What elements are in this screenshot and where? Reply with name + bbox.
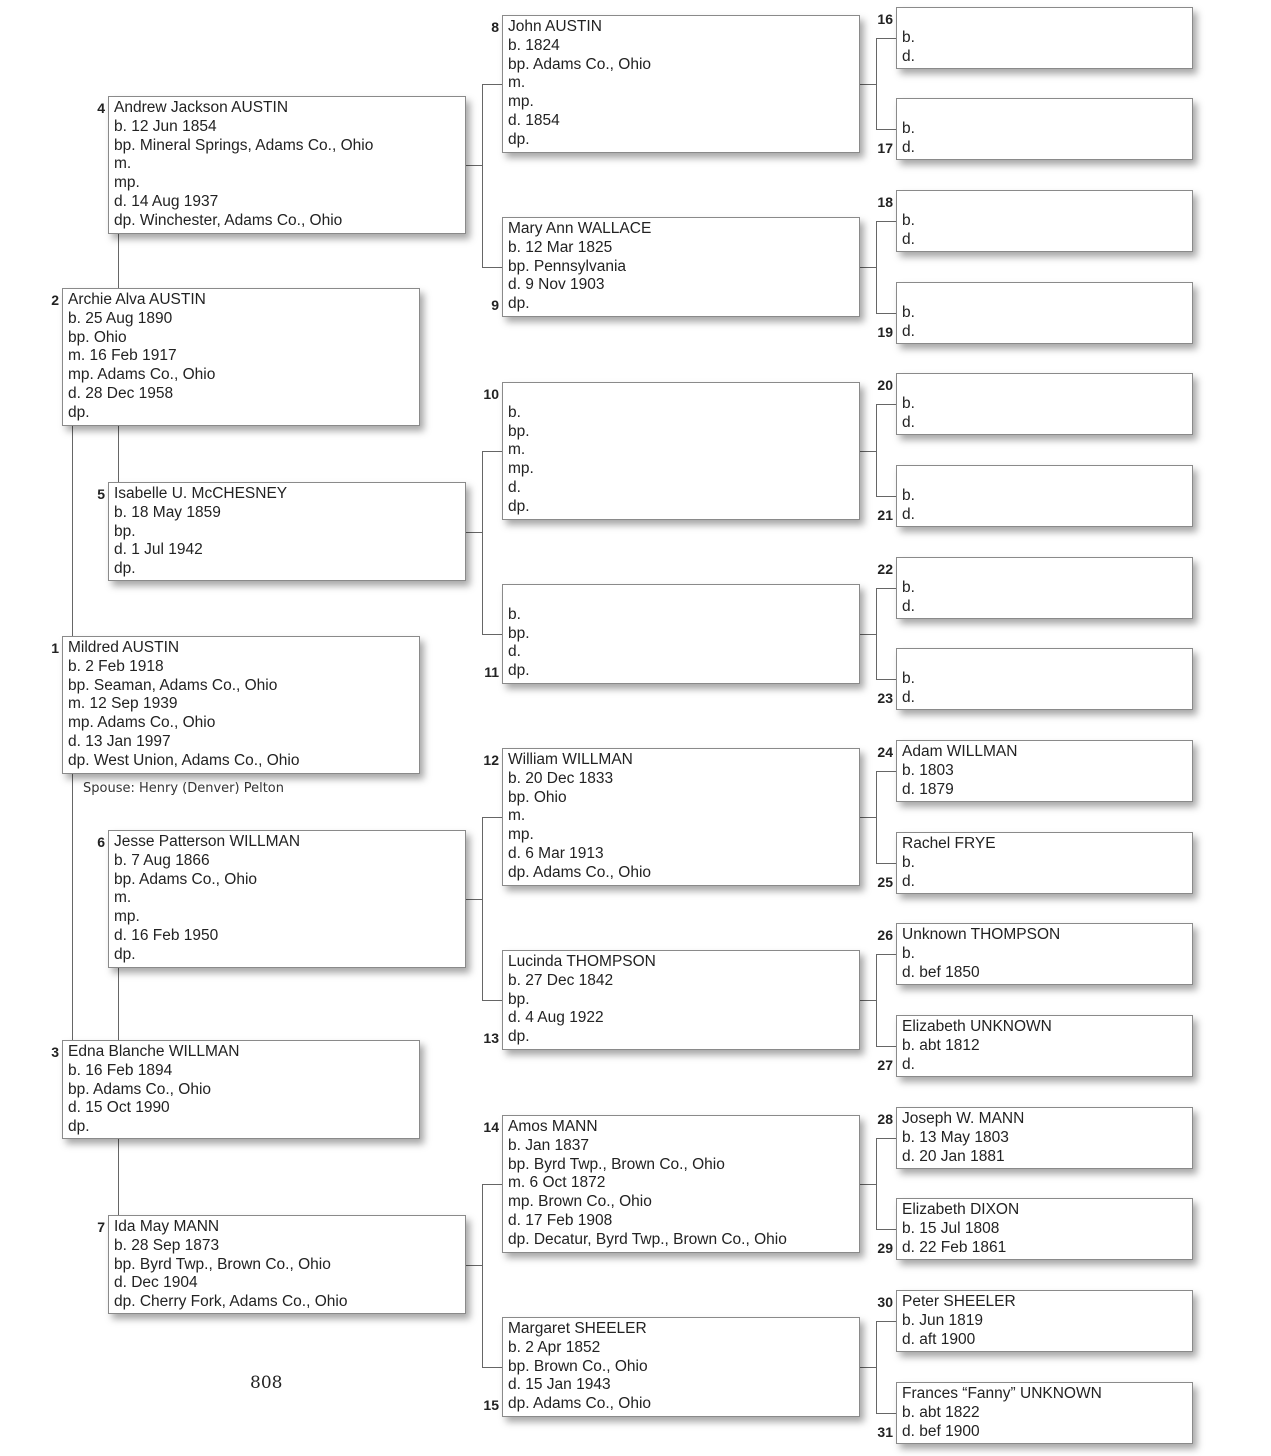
person-name: Andrew Jackson AUSTIN (114, 99, 289, 116)
person-box-17[interactable] (896, 98, 1193, 160)
person-fact: d. 1854 (508, 111, 560, 129)
person-fact: b. (902, 28, 915, 46)
person-fact: m. (114, 889, 132, 907)
ahnentafel-number: 27 (877, 1057, 893, 1073)
ahnentafel-number: 14 (483, 1119, 499, 1135)
connector-line (876, 771, 896, 772)
person-box-29[interactable] (896, 1198, 1193, 1260)
person-fact: mp. Adams Co., Ohio (68, 366, 216, 384)
person-box-14[interactable] (502, 1115, 860, 1253)
ahnentafel-number: 29 (877, 1240, 893, 1256)
person-box-18[interactable] (896, 190, 1193, 252)
ahnentafel-number: 1 (51, 640, 59, 656)
person-name: Joseph W. MANN (902, 1110, 1025, 1127)
person-box-4[interactable] (108, 96, 466, 234)
person-fact: dp. West Union, Adams Co., Ohio (68, 751, 300, 769)
person-name: Edna Blanche WILLMAN (68, 1043, 240, 1060)
person-name: William WILLMAN (508, 751, 633, 768)
connector-line (466, 165, 482, 166)
connector-line (876, 679, 896, 680)
person-name (902, 651, 1192, 670)
person-box-26[interactable] (896, 923, 1193, 985)
ahnentafel-number: 24 (877, 744, 893, 760)
person-name (902, 193, 1192, 212)
person-fact: bp. Byrd Twp., Brown Co., Ohio (114, 1255, 331, 1273)
person-name: Margaret SHEELER (508, 1320, 647, 1337)
connector-line (876, 954, 896, 955)
person-box-28[interactable] (896, 1107, 1193, 1169)
connector-line (482, 451, 483, 635)
ahnentafel-number: 5 (97, 486, 105, 502)
person-fact: m. (508, 441, 526, 459)
ahnentafel-number: 21 (877, 507, 893, 523)
person-fact: d. bef 1850 (902, 963, 980, 981)
person-fact: d. (902, 597, 915, 615)
person-box-23[interactable] (896, 648, 1193, 710)
person-fact: mp. (114, 908, 140, 926)
person-fact: dp. Adams Co., Ohio (508, 1395, 652, 1413)
connector-line (876, 1229, 896, 1230)
person-fact: bp. Adams Co., Ohio (508, 55, 652, 73)
ahnentafel-number: 6 (97, 834, 105, 850)
person-fact: d. 4 Aug 1922 (508, 1009, 604, 1027)
person-fact: b. (902, 853, 915, 871)
person-fact: b. 12 Mar 1825 (508, 238, 613, 256)
person-name: Rachel FRYE (902, 835, 996, 852)
connector-line (876, 1413, 896, 1414)
connector-line (876, 496, 896, 497)
person-fact: b. 1803 (902, 761, 954, 779)
person-box-2[interactable] (62, 288, 420, 426)
person-box-11[interactable] (502, 584, 860, 684)
ahnentafel-number: 7 (97, 1219, 105, 1235)
person-fact: d. (508, 478, 521, 496)
ahnentafel-number: 30 (877, 1294, 893, 1310)
person-fact: b. (902, 486, 915, 504)
connector-line (466, 532, 482, 533)
person-box-27[interactable] (896, 1015, 1193, 1077)
person-fact: b. 28 Sep 1873 (114, 1236, 220, 1254)
person-fact: bp. Mineral Springs, Adams Co., Ohio (114, 136, 374, 154)
person-fact: b. abt 1822 (902, 1403, 980, 1421)
person-box-6[interactable] (108, 830, 466, 968)
person-name (902, 376, 1192, 395)
person-box-1[interactable] (62, 636, 420, 774)
ahnentafel-number: 10 (483, 386, 499, 402)
spouse-note: Spouse: Henry (Denver) Pelton (83, 781, 284, 796)
person-fact: b. (902, 303, 915, 321)
person-fact: d. 1879 (902, 780, 954, 798)
connector-line (482, 1367, 502, 1368)
person-fact: d. (902, 1055, 915, 1073)
person-fact: bp. Seaman, Adams Co., Ohio (68, 676, 278, 694)
person-fact: b. (902, 119, 915, 137)
connector-line (482, 451, 502, 452)
connector-line (118, 234, 119, 288)
person-name (902, 101, 1192, 120)
person-name: Adam WILLMAN (902, 743, 1018, 760)
connector-line (860, 1000, 876, 1001)
person-box-19[interactable] (896, 282, 1193, 344)
person-fact: d. (902, 688, 915, 706)
person-name (508, 385, 859, 404)
person-fact: d. 28 Dec 1958 (68, 384, 174, 402)
connector-line (482, 634, 502, 635)
person-fact: b. (902, 211, 915, 229)
ahnentafel-number: 11 (484, 664, 499, 680)
connector-line (118, 968, 119, 1040)
person-fact: b. 13 May 1803 (902, 1128, 1009, 1146)
person-box-7[interactable] (108, 1215, 466, 1314)
connector-line (482, 1000, 502, 1001)
person-name (902, 468, 1192, 487)
person-box-10[interactable] (502, 382, 860, 520)
ahnentafel-number: 2 (51, 292, 59, 308)
person-fact: bp. (114, 522, 136, 540)
person-fact: d. (508, 643, 521, 661)
ahnentafel-number: 31 (877, 1424, 893, 1440)
person-fact: bp. Brown Co., Ohio (508, 1357, 648, 1375)
connector-line (876, 588, 896, 589)
person-fact: m. 12 Sep 1939 (68, 695, 178, 713)
connector-line (876, 404, 896, 405)
ahnentafel-number: 20 (877, 377, 893, 393)
person-fact: d. 6 Mar 1913 (508, 844, 604, 862)
person-fact: d. (902, 230, 915, 248)
person-fact: bp. Adams Co., Ohio (114, 870, 258, 888)
connector-line (876, 404, 877, 497)
person-fact: b. 20 Dec 1833 (508, 769, 614, 787)
person-fact: d. (902, 505, 915, 523)
page-number: 808 (250, 1373, 283, 1393)
connector-line (876, 954, 877, 1047)
person-fact: b. 2 Feb 1918 (68, 657, 164, 675)
ahnentafel-number: 9 (491, 297, 499, 313)
connector-line (876, 221, 877, 314)
ahnentafel-number: 22 (877, 561, 893, 577)
person-fact: m. 6 Oct 1872 (508, 1174, 606, 1192)
connector-line (482, 84, 483, 268)
person-box-9[interactable] (502, 217, 860, 317)
person-fact: bp. Adams Co., Ohio (68, 1080, 212, 1098)
connector-line (876, 1321, 896, 1322)
person-fact: b. 27 Dec 1842 (508, 971, 614, 989)
person-name: Frances “Fanny” UNKNOWN (902, 1385, 1102, 1402)
ahnentafel-number: 12 (483, 752, 499, 768)
ahnentafel-number: 25 (877, 874, 893, 890)
person-name: Unknown THOMPSON (902, 926, 1061, 943)
person-fact: b. 16 Feb 1894 (68, 1061, 173, 1079)
person-fact: m. 16 Feb 1917 (68, 347, 177, 365)
connector-line (876, 1138, 877, 1230)
connector-line (482, 267, 502, 268)
connector-line (118, 426, 119, 482)
person-name: Amos MANN (508, 1118, 598, 1135)
connector-line (466, 899, 482, 900)
person-fact: d. (902, 47, 915, 65)
connector-line (72, 774, 73, 1040)
person-fact: dp. Adams Co., Ohio (508, 863, 652, 881)
connector-line (466, 1265, 482, 1266)
person-name (902, 560, 1192, 579)
ahnentafel-number: 28 (877, 1111, 893, 1127)
person-fact: b. (508, 605, 521, 623)
person-fact: d. 16 Feb 1950 (114, 926, 219, 944)
person-fact: b. 25 Aug 1890 (68, 309, 173, 327)
person-fact: dp. (508, 1028, 530, 1046)
person-fact: bp. Byrd Twp., Brown Co., Ohio (508, 1155, 725, 1173)
person-fact: dp. (68, 403, 90, 421)
person-fact: b. 12 Jun 1854 (114, 117, 217, 135)
person-fact: dp. (508, 130, 530, 148)
connector-line (876, 221, 896, 222)
person-fact: d. Dec 1904 (114, 1274, 198, 1292)
person-box-30[interactable] (896, 1290, 1193, 1352)
person-fact: d. 20 Jan 1881 (902, 1147, 1005, 1165)
person-name: Archie Alva AUSTIN (68, 291, 206, 308)
connector-line (482, 84, 502, 85)
person-name (902, 10, 1192, 29)
person-name: Jesse Patterson WILLMAN (114, 833, 301, 850)
connector-line (876, 771, 877, 864)
person-name: Isabelle U. McCHESNEY (114, 485, 288, 502)
ahnentafel-number: 23 (877, 690, 893, 706)
connector-line (860, 84, 876, 85)
connector-line (860, 1184, 876, 1185)
person-box-12[interactable] (502, 748, 860, 886)
person-fact: mp. (508, 460, 534, 478)
person-fact: b. (902, 394, 915, 412)
person-box-31[interactable] (896, 1382, 1193, 1444)
person-fact: b. 1824 (508, 36, 560, 54)
person-name: Mary Ann WALLACE (508, 220, 652, 237)
person-fact: b. 2 Apr 1852 (508, 1338, 601, 1356)
connector-line (876, 1046, 896, 1047)
person-name: Peter SHEELER (902, 1293, 1016, 1310)
ahnentafel-number: 15 (483, 1397, 499, 1413)
person-fact: dp. Winchester, Adams Co., Ohio (114, 211, 343, 229)
connector-line (876, 313, 896, 314)
person-fact: d. (902, 138, 915, 156)
person-fact: dp. Decatur, Byrd Twp., Brown Co., Ohio (508, 1230, 787, 1248)
person-fact: d. 13 Jan 1997 (68, 732, 171, 750)
ahnentafel-number: 16 (877, 11, 893, 27)
person-box-21[interactable] (896, 465, 1193, 527)
ahnentafel-number: 8 (491, 19, 499, 35)
person-fact: d. 22 Feb 1861 (902, 1238, 1007, 1256)
ahnentafel-number: 3 (51, 1044, 59, 1060)
person-fact: mp. Brown Co., Ohio (508, 1193, 652, 1211)
person-box-8[interactable] (502, 15, 860, 153)
person-fact: b. Jun 1819 (902, 1311, 984, 1329)
ahnentafel-number: 19 (877, 324, 893, 340)
person-box-13[interactable] (502, 950, 860, 1050)
person-fact: dp. (114, 560, 136, 578)
connector-line (72, 426, 73, 636)
person-fact: dp. (508, 497, 530, 515)
connector-line (860, 267, 876, 268)
person-fact: b. (902, 669, 915, 687)
person-fact: dp. (114, 945, 136, 963)
person-fact: d. 15 Jan 1943 (508, 1376, 611, 1394)
person-fact: d. 9 Nov 1903 (508, 276, 605, 294)
person-fact: mp. (508, 93, 534, 111)
person-fact: bp. (508, 624, 530, 642)
person-fact: dp. (508, 662, 530, 680)
ahnentafel-number: 26 (877, 927, 893, 943)
connector-line (876, 863, 896, 864)
person-fact: d. 14 Aug 1937 (114, 192, 219, 210)
person-box-3[interactable] (62, 1040, 420, 1139)
person-box-16[interactable] (896, 7, 1193, 69)
person-fact: dp. (68, 1118, 90, 1136)
connector-line (876, 588, 877, 680)
connector-line (876, 38, 896, 39)
person-fact: b. 7 Aug 1866 (114, 851, 210, 869)
person-fact: d. 15 Oct 1990 (68, 1099, 170, 1117)
person-fact: d. (902, 872, 915, 890)
person-box-20[interactable] (896, 373, 1193, 435)
person-fact: b. 15 Jul 1808 (902, 1219, 1000, 1237)
person-fact: dp. Cherry Fork, Adams Co., Ohio (114, 1293, 348, 1311)
person-fact: bp. (508, 422, 530, 440)
person-fact: bp. Ohio (68, 328, 127, 346)
person-fact: dp. (508, 295, 530, 313)
person-box-15[interactable] (502, 1317, 860, 1417)
person-fact: d. (902, 322, 915, 340)
connector-line (860, 451, 876, 452)
person-name: John AUSTIN (508, 18, 602, 35)
person-fact: bp. (508, 990, 530, 1008)
connector-line (860, 1367, 876, 1368)
connector-line (876, 129, 896, 130)
person-box-24[interactable] (896, 740, 1193, 802)
ahnentafel-number: 4 (97, 100, 105, 116)
connector-line (118, 1139, 119, 1215)
person-fact: bp. Ohio (508, 788, 567, 806)
connector-line (860, 634, 876, 635)
person-box-5[interactable] (108, 482, 466, 581)
person-fact: m. (508, 807, 526, 825)
person-fact: bp. Pennsylvania (508, 257, 627, 275)
connector-line (482, 1184, 502, 1185)
person-fact: d. (902, 413, 915, 431)
person-name: Mildred AUSTIN (68, 639, 180, 656)
connector-line (482, 1184, 483, 1368)
person-fact: d. 17 Feb 1908 (508, 1211, 613, 1229)
person-name (902, 285, 1192, 304)
ahnentafel-number: 18 (877, 194, 893, 210)
person-fact: b. Jan 1837 (508, 1136, 590, 1154)
person-fact: mp. (114, 174, 140, 192)
connector-line (482, 817, 502, 818)
person-fact: b. (902, 578, 915, 596)
connector-line (876, 38, 877, 130)
connector-line (876, 1138, 896, 1139)
person-fact: d. bef 1900 (902, 1422, 980, 1440)
person-name: Ida May MANN (114, 1218, 220, 1235)
connector-line (482, 817, 483, 1001)
person-name (508, 587, 859, 606)
person-fact: b. 18 May 1859 (114, 503, 221, 521)
person-fact: d. aft 1900 (902, 1330, 976, 1348)
connector-line (860, 817, 876, 818)
person-fact: m. (114, 155, 132, 173)
person-box-22[interactable] (896, 557, 1193, 619)
person-name: Elizabeth UNKNOWN (902, 1018, 1052, 1035)
person-fact: b. (902, 944, 915, 962)
ahnentafel-number: 17 (877, 140, 893, 156)
person-box-25[interactable] (896, 832, 1193, 894)
person-fact: mp. (508, 826, 534, 844)
person-fact: d. 1 Jul 1942 (114, 541, 203, 559)
person-name: Elizabeth DIXON (902, 1201, 1020, 1218)
person-fact: mp. Adams Co., Ohio (68, 714, 216, 732)
ahnentafel-number: 13 (483, 1030, 499, 1046)
person-fact: m. (508, 74, 526, 92)
person-name: Lucinda THOMPSON (508, 953, 656, 970)
connector-line (876, 1321, 877, 1414)
person-fact: b. abt 1812 (902, 1036, 980, 1054)
person-fact: b. (508, 403, 521, 421)
